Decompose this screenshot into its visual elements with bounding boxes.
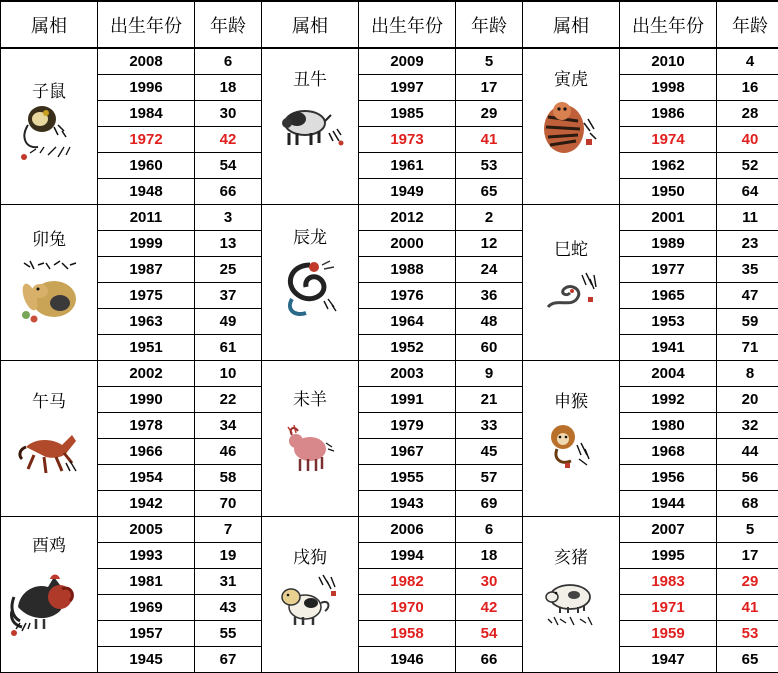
birth-year-cell: 2007	[620, 517, 717, 543]
birth-year-cell: 1983	[620, 569, 717, 595]
birth-year-cell: 1979	[359, 413, 456, 439]
zodiac-sign-cell	[262, 48, 359, 205]
age-cell: 71	[717, 335, 778, 361]
zodiac-sign-cell	[1, 205, 98, 361]
birth-year-cell: 1996	[98, 75, 195, 101]
age-cell: 70	[195, 491, 262, 517]
age-cell: 8	[717, 361, 778, 387]
birth-year-cell: 2009	[359, 48, 456, 75]
age-cell: 53	[456, 153, 523, 179]
birth-year-cell: 1993	[98, 543, 195, 569]
age-cell: 3	[195, 205, 262, 231]
age-cell: 41	[717, 595, 778, 621]
birth-year-cell: 1981	[98, 569, 195, 595]
zodiac-sign-cell	[523, 517, 620, 673]
age-cell: 69	[456, 491, 523, 517]
birth-year-cell: 1945	[98, 647, 195, 673]
birth-year-cell: 2001	[620, 205, 717, 231]
birth-year-cell: 2012	[359, 205, 456, 231]
age-cell: 53	[717, 621, 778, 647]
age-cell: 46	[195, 439, 262, 465]
age-cell: 24	[456, 257, 523, 283]
age-cell: 2	[456, 205, 523, 231]
age-cell: 17	[456, 75, 523, 101]
age-cell: 52	[717, 153, 778, 179]
rabbit-painting-icon	[16, 255, 82, 332]
birth-year-cell: 2006	[359, 517, 456, 543]
age-cell: 16	[717, 75, 778, 101]
birth-year-cell: 1946	[359, 647, 456, 673]
zodiac-sign-name: 戌狗	[262, 543, 358, 568]
table-row	[1, 517, 778, 543]
header-birth-year: 出生年份	[98, 1, 195, 48]
birth-year-cell: 1998	[620, 75, 717, 101]
birth-year-cell: 1976	[359, 283, 456, 309]
birth-year-cell: 1961	[359, 153, 456, 179]
age-cell: 44	[717, 439, 778, 465]
header-sign: 属相	[262, 1, 359, 48]
age-cell: 54	[195, 153, 262, 179]
birth-year-cell: 2004	[620, 361, 717, 387]
birth-year-cell: 1973	[359, 127, 456, 153]
birth-year-cell: 1986	[620, 101, 717, 127]
table-row	[1, 569, 778, 595]
birth-year-cell: 1959	[620, 621, 717, 647]
age-cell: 68	[717, 491, 778, 517]
age-cell: 40	[717, 127, 778, 153]
zodiac-sign-cell	[523, 205, 620, 361]
header-sign: 属相	[523, 1, 620, 48]
age-cell: 47	[717, 283, 778, 309]
age-cell: 11	[717, 205, 778, 231]
birth-year-cell: 1975	[98, 283, 195, 309]
age-cell: 4	[717, 48, 778, 75]
birth-year-cell: 1987	[98, 257, 195, 283]
age-cell: 21	[456, 387, 523, 413]
birth-year-cell: 2005	[98, 517, 195, 543]
zodiac-sign-cell	[262, 205, 359, 361]
age-cell: 18	[456, 543, 523, 569]
age-cell: 29	[456, 101, 523, 127]
birth-year-cell: 1972	[98, 127, 195, 153]
header-row	[1, 1, 778, 48]
birth-year-cell: 1958	[359, 621, 456, 647]
birth-year-cell: 1960	[98, 153, 195, 179]
zodiac-sign-name: 未羊	[262, 385, 358, 410]
birth-year-cell: 2000	[359, 231, 456, 257]
age-cell: 37	[195, 283, 262, 309]
age-cell: 17	[717, 543, 778, 569]
age-cell: 57	[456, 465, 523, 491]
dragon-painting-icon	[278, 255, 342, 330]
table-row	[1, 257, 778, 283]
header-sign: 属相	[1, 1, 98, 48]
age-cell: 10	[195, 361, 262, 387]
zodiac-sign-cell	[1, 361, 98, 517]
age-cell: 33	[456, 413, 523, 439]
age-cell: 42	[195, 127, 262, 153]
age-cell: 58	[195, 465, 262, 491]
age-cell: 22	[195, 387, 262, 413]
birth-year-cell: 1965	[620, 283, 717, 309]
zodiac-sign-name: 丑牛	[262, 65, 358, 90]
table-row	[1, 413, 778, 439]
birth-year-cell: 1952	[359, 335, 456, 361]
horse-painting-icon	[16, 423, 82, 486]
birth-year-cell: 1953	[620, 309, 717, 335]
zodiac-sign-name: 午马	[1, 387, 97, 412]
age-cell: 20	[717, 387, 778, 413]
birth-year-cell: 2003	[359, 361, 456, 387]
age-cell: 48	[456, 309, 523, 335]
pig-painting-icon	[540, 575, 602, 634]
birth-year-cell: 1974	[620, 127, 717, 153]
age-cell: 61	[195, 335, 262, 361]
table-row	[1, 621, 778, 647]
zodiac-sign-cell	[523, 48, 620, 205]
zodiac-sign-name: 辰龙	[262, 223, 358, 248]
age-cell: 41	[456, 127, 523, 153]
age-cell: 30	[195, 101, 262, 127]
age-cell: 54	[456, 621, 523, 647]
header-birth-year: 出生年份	[620, 1, 717, 48]
birth-year-cell: 1982	[359, 569, 456, 595]
birth-year-cell: 1962	[620, 153, 717, 179]
age-cell: 32	[717, 413, 778, 439]
age-cell: 23	[717, 231, 778, 257]
table-row	[1, 231, 778, 257]
zodiac-sign-name: 巳蛇	[523, 235, 619, 260]
birth-year-cell: 1988	[359, 257, 456, 283]
birth-year-cell: 1999	[98, 231, 195, 257]
snake-painting-icon	[542, 267, 600, 320]
table-row	[1, 101, 778, 127]
table-row	[1, 75, 778, 101]
age-cell: 12	[456, 231, 523, 257]
header-age: 年龄	[195, 1, 262, 48]
birth-year-cell: 1970	[359, 595, 456, 621]
age-cell: 31	[195, 569, 262, 595]
table-row	[1, 647, 778, 673]
goat-painting-icon	[282, 419, 338, 482]
birth-year-cell: 1968	[620, 439, 717, 465]
age-cell: 18	[195, 75, 262, 101]
table-row	[1, 309, 778, 335]
table-row	[1, 387, 778, 413]
birth-year-cell: 2008	[98, 48, 195, 75]
age-cell: 64	[717, 179, 778, 205]
zodiac-sign-name: 卯兔	[1, 225, 97, 250]
table-row	[1, 283, 778, 309]
birth-year-cell: 2010	[620, 48, 717, 75]
birth-year-cell: 1957	[98, 621, 195, 647]
age-cell: 67	[195, 647, 262, 673]
birth-year-cell: 1997	[359, 75, 456, 101]
birth-year-cell: 1947	[620, 647, 717, 673]
header-age: 年龄	[456, 1, 523, 48]
age-cell: 34	[195, 413, 262, 439]
zodiac-sign-name: 寅虎	[523, 65, 619, 90]
birth-year-cell: 1969	[98, 595, 195, 621]
birth-year-cell: 1950	[620, 179, 717, 205]
ox-painting-icon	[275, 101, 345, 156]
table-row	[1, 48, 778, 75]
zodiac-sign-cell	[262, 517, 359, 673]
birth-year-cell: 1990	[98, 387, 195, 413]
age-cell: 5	[456, 48, 523, 75]
age-cell: 25	[195, 257, 262, 283]
age-cell: 19	[195, 543, 262, 569]
birth-year-cell: 1992	[620, 387, 717, 413]
age-cell: 13	[195, 231, 262, 257]
age-cell: 7	[195, 517, 262, 543]
age-cell: 66	[456, 647, 523, 673]
zodiac-sign-cell	[1, 517, 98, 673]
zodiac-sign-cell	[1, 48, 98, 205]
table-row	[1, 465, 778, 491]
birth-year-cell: 2002	[98, 361, 195, 387]
table-row	[1, 543, 778, 569]
age-cell: 55	[195, 621, 262, 647]
birth-year-cell: 1971	[620, 595, 717, 621]
age-cell: 56	[717, 465, 778, 491]
birth-year-cell: 1948	[98, 179, 195, 205]
age-cell: 28	[717, 101, 778, 127]
age-cell: 9	[456, 361, 523, 387]
birth-year-cell: 1942	[98, 491, 195, 517]
dog-painting-icon	[279, 573, 341, 632]
tiger-painting-icon	[540, 93, 602, 164]
birth-year-cell: 1951	[98, 335, 195, 361]
birth-year-cell: 1984	[98, 101, 195, 127]
age-cell: 66	[195, 179, 262, 205]
zodiac-sign-cell	[262, 361, 359, 517]
table-row	[1, 491, 778, 517]
table-row	[1, 335, 778, 361]
birth-year-cell: 1963	[98, 309, 195, 335]
rooster-painting-icon	[10, 567, 88, 642]
rat-painting-icon	[18, 97, 80, 170]
birth-year-cell: 1980	[620, 413, 717, 439]
age-cell: 49	[195, 309, 262, 335]
age-cell: 59	[717, 309, 778, 335]
table-row	[1, 127, 778, 153]
zodiac-sign-name: 酉鸡	[1, 531, 97, 556]
zodiac-sign-cell	[523, 361, 620, 517]
birth-year-cell: 1941	[620, 335, 717, 361]
table-row	[1, 361, 778, 387]
birth-year-cell: 1949	[359, 179, 456, 205]
age-cell: 65	[717, 647, 778, 673]
table-row	[1, 595, 778, 621]
age-cell: 36	[456, 283, 523, 309]
birth-year-cell: 1967	[359, 439, 456, 465]
zodiac-sign-name: 申猴	[523, 387, 619, 412]
age-cell: 35	[717, 257, 778, 283]
birth-year-cell: 1994	[359, 543, 456, 569]
table-row	[1, 179, 778, 205]
age-cell: 43	[195, 595, 262, 621]
header-age: 年龄	[717, 1, 778, 48]
birth-year-cell: 1955	[359, 465, 456, 491]
birth-year-cell: 1944	[620, 491, 717, 517]
birth-year-cell: 1956	[620, 465, 717, 491]
birth-year-cell: 1991	[359, 387, 456, 413]
birth-year-cell: 1995	[620, 543, 717, 569]
age-cell: 45	[456, 439, 523, 465]
birth-year-cell: 1985	[359, 101, 456, 127]
birth-year-cell: 1964	[359, 309, 456, 335]
birth-year-cell: 1943	[359, 491, 456, 517]
birth-year-cell: 1989	[620, 231, 717, 257]
birth-year-cell: 1977	[620, 257, 717, 283]
age-cell: 60	[456, 335, 523, 361]
zodiac-sign-name: 子鼠	[1, 77, 97, 102]
monkey-painting-icon	[547, 419, 595, 482]
age-cell: 6	[195, 48, 262, 75]
age-cell: 6	[456, 517, 523, 543]
birth-year-cell: 1954	[98, 465, 195, 491]
age-cell: 29	[717, 569, 778, 595]
age-cell: 5	[717, 517, 778, 543]
zodiac-sign-name: 亥猪	[523, 543, 619, 568]
age-cell: 30	[456, 569, 523, 595]
age-cell: 65	[456, 179, 523, 205]
birth-year-cell: 1966	[98, 439, 195, 465]
age-cell: 42	[456, 595, 523, 621]
table-row	[1, 205, 778, 231]
birth-year-cell: 1978	[98, 413, 195, 439]
header-birth-year: 出生年份	[359, 1, 456, 48]
table-row	[1, 439, 778, 465]
birth-year-cell: 2011	[98, 205, 195, 231]
table-row	[1, 153, 778, 179]
